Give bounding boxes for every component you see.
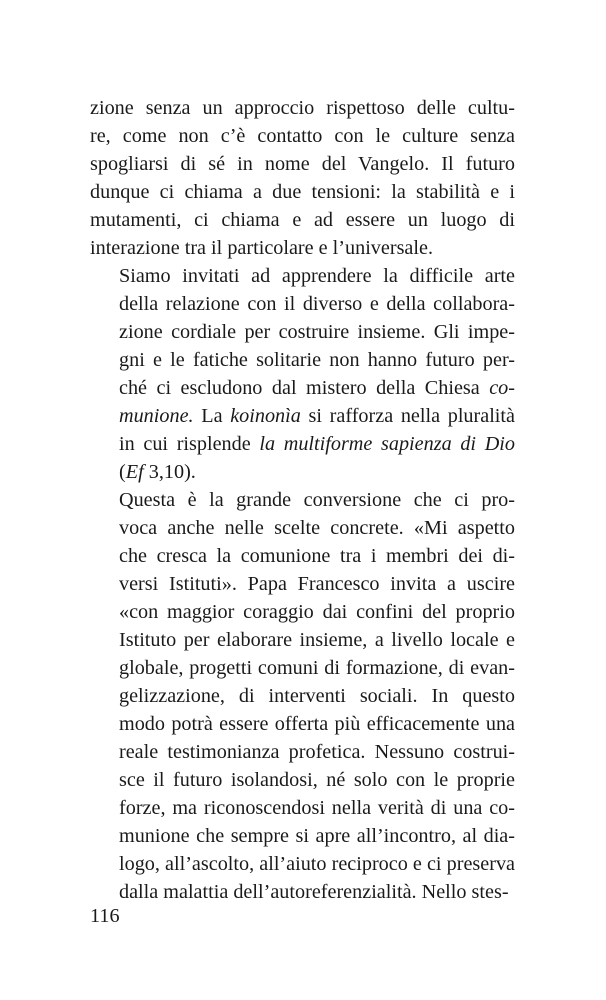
text-run: dalla malattia dell’autoreferenzialità. Nello stes- [119, 881, 509, 903]
text-run: Questa è la grande conversione che ci pro- [119, 489, 515, 511]
text-line [90, 262, 515, 290]
paragraph [90, 262, 515, 486]
italic-text: la multiforme sapienza di Dio [259, 433, 515, 455]
text-run: munione che sempre si apre all’incontro, al dia- [119, 825, 515, 847]
text-line [90, 122, 515, 150]
text-line [90, 318, 515, 346]
text-line [90, 794, 515, 822]
text-run: che cresca la comunione tra i membri dei di- [119, 545, 515, 567]
text-line [90, 402, 515, 430]
paragraph [90, 94, 515, 262]
text-run: globale, progetti comuni di formazione, di evan- [119, 657, 515, 679]
text-line [90, 374, 515, 402]
italic-text: Ef [125, 461, 144, 483]
text-run: mutamenti, ci chiama e ad essere un luogo di [90, 209, 515, 231]
text-run: logo, all’ascolto, all’aiuto reciproco e ci preserva [119, 853, 515, 875]
text-line [90, 738, 515, 766]
text-line [90, 570, 515, 598]
text-line [90, 514, 515, 542]
text-line [90, 458, 515, 486]
text-run: ché ci escludono dal mistero della Chiesa [119, 377, 490, 399]
text-line [90, 346, 515, 374]
text-line [90, 94, 515, 122]
text-run: si rafforza nella pluralità [300, 405, 515, 427]
text-run: sce il futuro isolandosi, né solo con le proprie [119, 769, 515, 791]
italic-text: co- [489, 377, 515, 399]
text-run: in cui risplende [119, 433, 260, 455]
text-run: gni e le fatiche solitarie non hanno futuro per- [119, 349, 515, 371]
text-run: Siamo invitati ad apprendere la difficile arte [119, 265, 515, 287]
text-line [90, 290, 515, 318]
text-line [90, 654, 515, 682]
text-run: ( [119, 461, 126, 483]
text-line [90, 850, 515, 878]
italic-text: koinonìa [230, 405, 301, 427]
text-line [90, 234, 515, 262]
text-line [90, 710, 515, 738]
text-run: reale testimonianza profetica. Nessuno costrui- [119, 741, 515, 763]
text-line [90, 822, 515, 850]
text-line [90, 766, 515, 794]
text-line [90, 598, 515, 626]
text-run: re, come non c’è contatto con le culture senza [90, 125, 515, 147]
text-run: 3,10). [143, 461, 196, 483]
text-run: zione cordiale per costruire insieme. Gli impe- [119, 321, 515, 343]
text-line [90, 178, 515, 206]
text-line [90, 626, 515, 654]
page-number: 116 [90, 905, 120, 927]
text-line [90, 206, 515, 234]
text-line [90, 430, 515, 458]
text-line [90, 682, 515, 710]
paragraph [90, 486, 515, 906]
text-run: modo potrà essere offerta più efficacemente una [119, 713, 515, 735]
text-line [90, 150, 515, 178]
text-line [90, 542, 515, 570]
text-run: La [193, 405, 231, 427]
text-run: forze, ma riconoscendosi nella verità di una co- [119, 797, 515, 819]
text-run: dunque ci chiama a due tensioni: la stabilità e i [90, 181, 515, 203]
page-body [90, 94, 515, 906]
italic-text: munione. [119, 405, 194, 427]
text-run: della relazione con il diverso e della collabora- [119, 293, 515, 315]
text-run: gelizzazione, di interventi sociali. In questo [119, 685, 515, 707]
text-line [90, 878, 515, 906]
text-run: spogliarsi di sé in nome del Vangelo. Il futuro [90, 153, 515, 175]
text-run: «con maggior coraggio dai confini del proprio [119, 601, 515, 623]
text-run: Istituto per elaborare insieme, a livello locale e [119, 629, 515, 651]
text-run: interazione tra il particolare e l’universale. [90, 237, 434, 259]
text-run: versi Istituti». Papa Francesco invita a uscire [119, 573, 515, 595]
text-run: zione senza un approccio rispettoso delle cultu- [90, 97, 515, 119]
text-line [90, 486, 515, 514]
text-run: voca anche nelle scelte concrete. «Mi aspetto [119, 517, 515, 539]
